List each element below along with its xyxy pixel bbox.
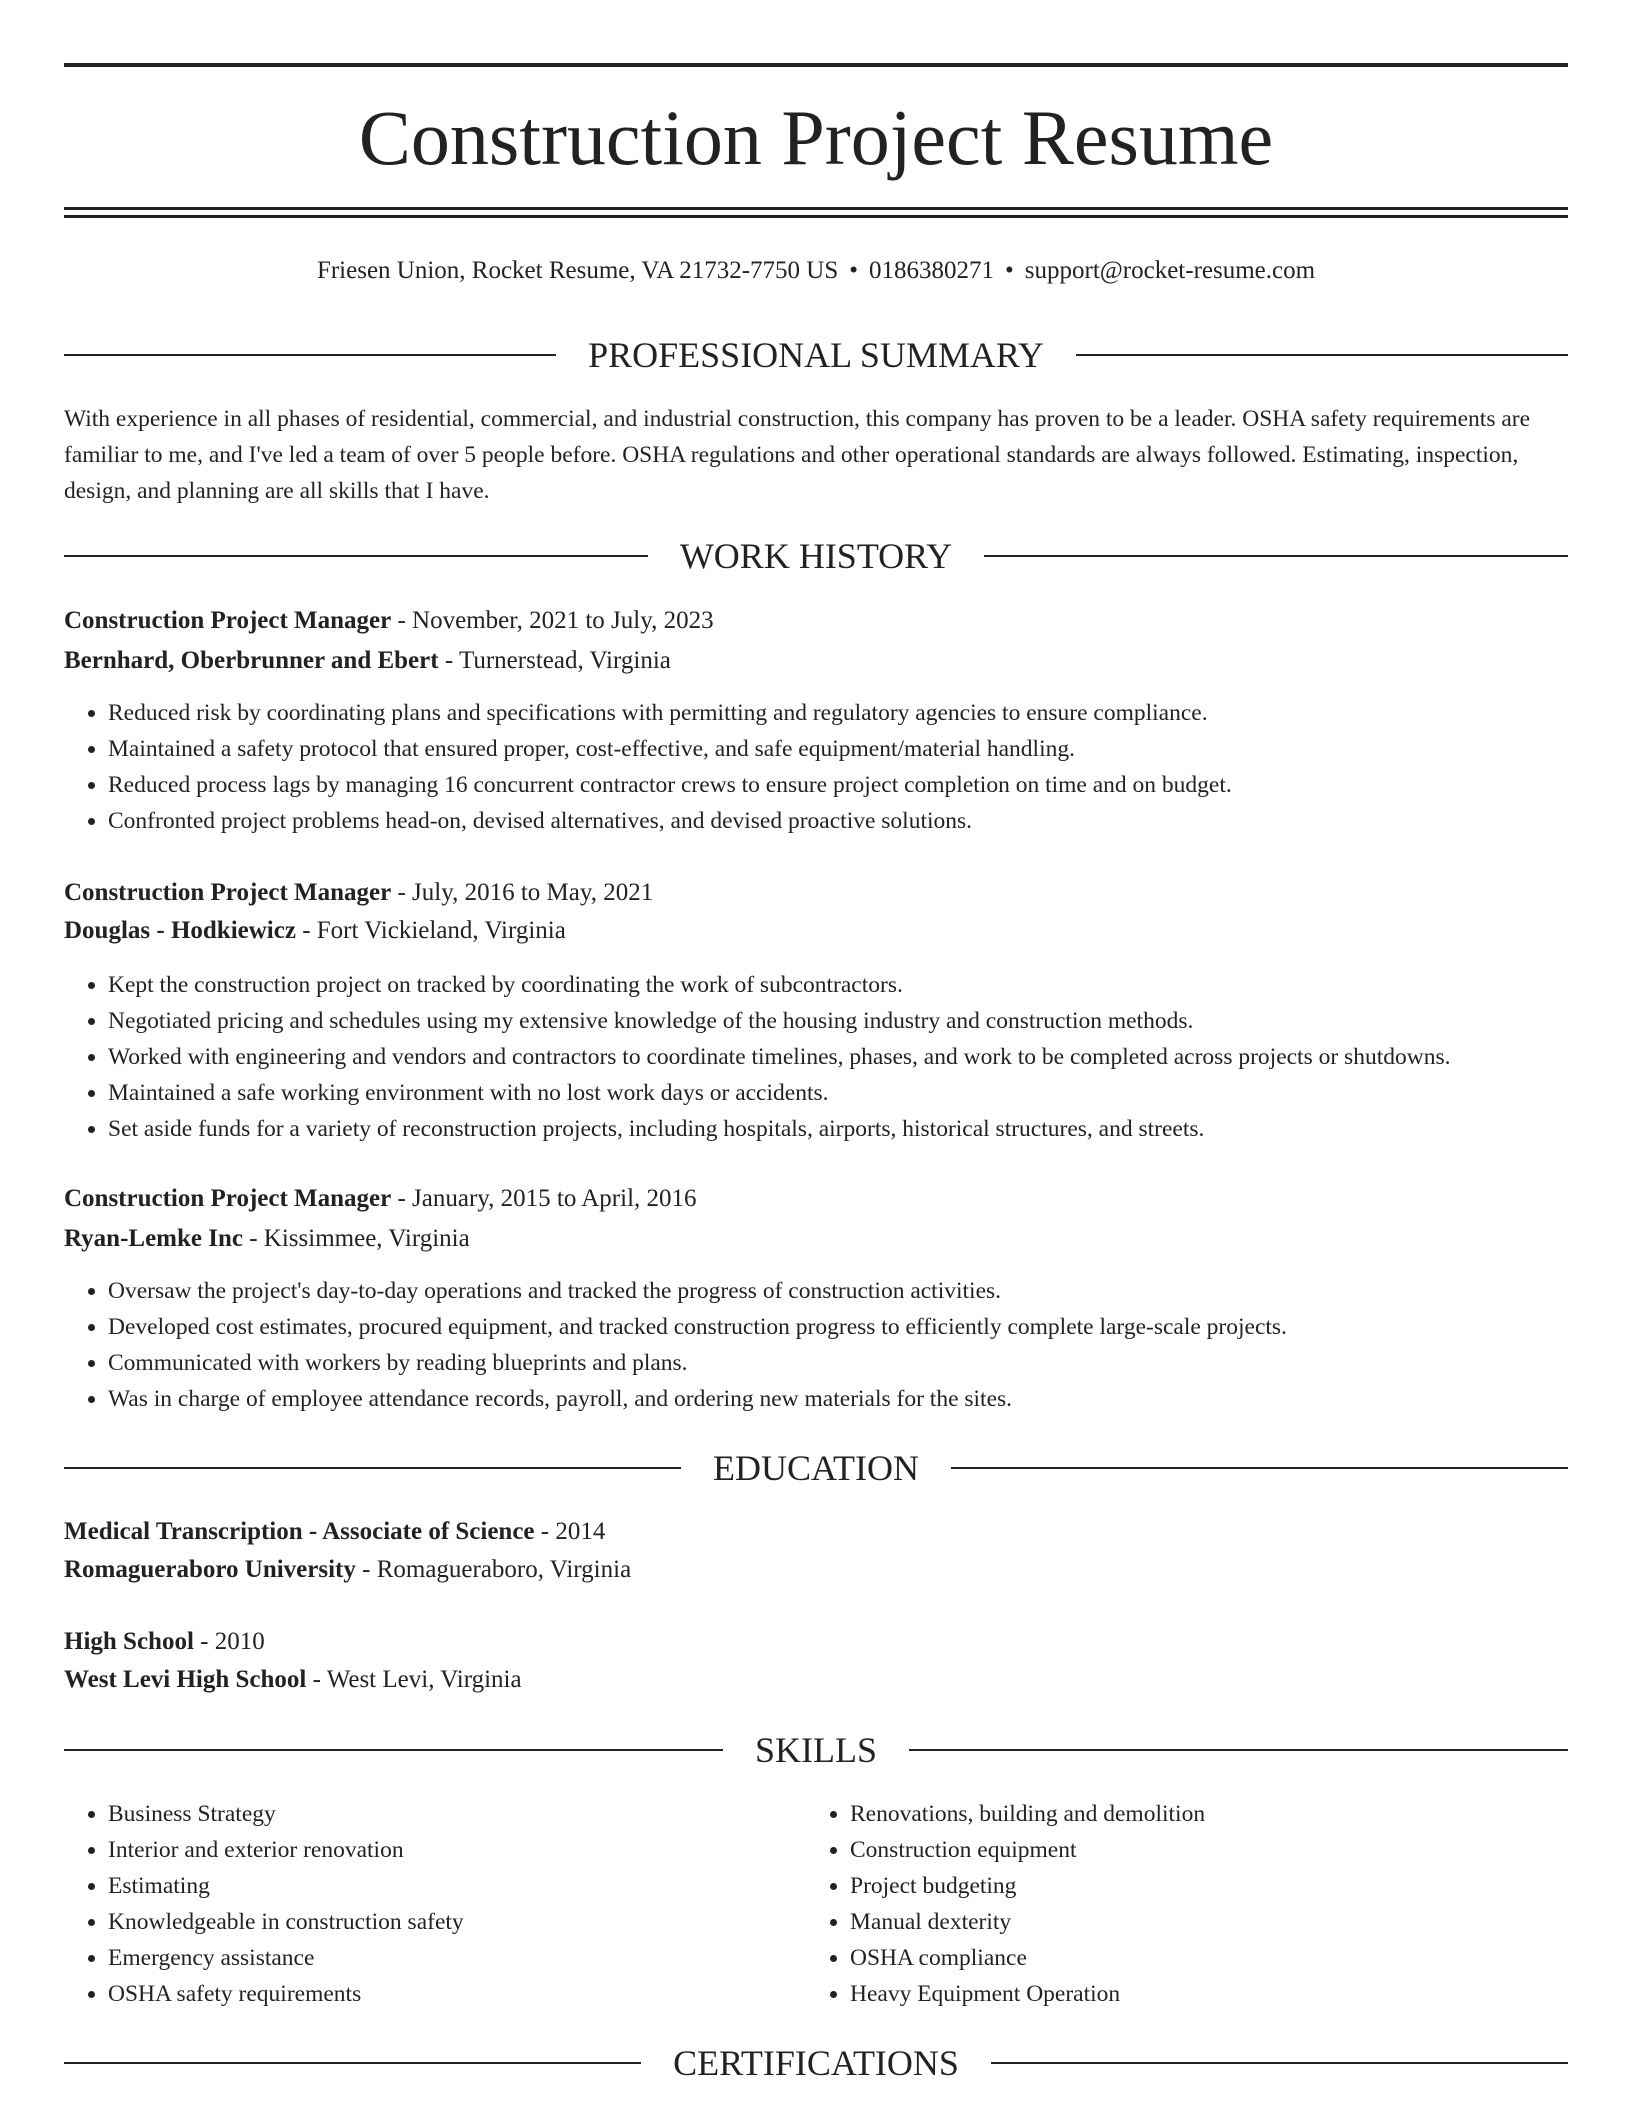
job-company-line: [64, 916, 566, 946]
section-heading-label: SKILLS: [755, 1730, 878, 1770]
heading-rule: [64, 2062, 641, 2064]
education-school: West Levi High School: [64, 1666, 307, 1693]
heading-rule: [64, 354, 556, 356]
professional-summary: With experience in all phases of residential, commercial, and industrial construction, this company has proven to be a leader. OSHA safety requirements are familiar to me, and I've led a team of over 5 people before. OSHA regulations and other operational standards are always followed. Estimating, inspection, design, and planning are all skills that I have.: [64, 406, 1531, 504]
job-company-line: [64, 1224, 470, 1254]
job-bullets: [64, 695, 1568, 839]
education-location: - Romagueraboro, Virginia: [355, 1556, 632, 1583]
list-item: • Set aside funds for a variety of reconstruction projects, including hospitals, airports, historical structures, and streets.: [108, 1111, 1568, 1147]
list-item: • Manual dexterity: [850, 1904, 1550, 1940]
section-heading-education: [64, 1448, 1568, 1488]
education-school-line: [64, 1665, 522, 1695]
list-item: • Heavy Equipment Operation: [850, 1976, 1550, 2012]
list-item: • OSHA safety requirements: [108, 1976, 808, 2012]
section-heading-label: EDUCATION: [713, 1448, 919, 1488]
job-bullets: [64, 1273, 1568, 1417]
education-degree-line: [64, 1517, 605, 1547]
title-double-rule-lower: [64, 215, 1568, 218]
list-item: • Reduced risk by coordinating plans and specifications with permitting and regulatory agencies to ensure compliance.: [108, 695, 1568, 731]
section-heading-work-history: [64, 536, 1568, 576]
list-item: • Worked with engineering and vendors and contractors to coordinate timelines, phases, and work to be completed across projects or shutdowns.: [108, 1039, 1568, 1075]
list-item: • Maintained a safe working environment with no lost work days or accidents.: [108, 1075, 1568, 1111]
education-degree-line: [64, 1627, 265, 1657]
job-title-line: [64, 606, 714, 636]
list-item: • Knowledgeable in construction safety: [108, 1904, 808, 1940]
list-item: • Reduced process lags by managing 16 concurrent contractor crews to ensure project completion on time and on budget.: [108, 767, 1568, 803]
list-item: • Confronted project problems head-on, devised alternatives, and devised proactive solutions.: [108, 803, 1568, 839]
contact-phone: 0186380271: [869, 257, 994, 284]
education-year: - 2010: [193, 1628, 265, 1655]
title-double-rule-upper: [64, 207, 1568, 210]
education-school: Romagueraboro University: [64, 1556, 356, 1583]
job-company: Douglas - Hodkiewicz: [64, 917, 296, 944]
job-dates: - July, 2016 to May, 2021: [391, 879, 654, 906]
job-location: - Fort Vickieland, Virginia: [295, 917, 566, 944]
contact-email: support@rocket-resume.com: [1024, 257, 1316, 284]
education-degree: Medical Transcription - Associate of Science: [64, 1518, 535, 1545]
heading-rule: [909, 1749, 1568, 1751]
job-bullets: [64, 967, 1568, 1147]
education-school-line: [64, 1555, 631, 1585]
list-item: • Developed cost estimates, procured equipment, and tracked construction progress to efficiently complete large-scale projects.: [108, 1309, 1568, 1345]
contact-separator: •: [849, 257, 858, 284]
section-heading-certifications: [64, 2043, 1568, 2083]
list-item: • Business Strategy: [108, 1796, 808, 1832]
heading-rule: [991, 2062, 1568, 2064]
resume-title: Construction Project Resume: [358, 94, 1274, 181]
job-dates: - November, 2021 to July, 2023: [391, 607, 714, 634]
job-title-line: [64, 878, 653, 908]
job-company-line: [64, 646, 671, 676]
education-year: - 2014: [534, 1518, 606, 1545]
heading-rule: [951, 1467, 1568, 1469]
skills-list-left: [64, 1796, 808, 2012]
section-heading-skills: [64, 1730, 1568, 1770]
heading-rule: [64, 1467, 681, 1469]
section-heading-summary: [64, 335, 1568, 375]
job-title: Construction Project Manager: [64, 607, 392, 634]
heading-rule: [64, 1749, 723, 1751]
contact-separator: •: [1005, 257, 1014, 284]
list-item: • Interior and exterior renovation: [108, 1832, 808, 1868]
list-item: • Estimating: [108, 1868, 808, 1904]
job-title: Construction Project Manager: [64, 879, 392, 906]
job-title: Construction Project Manager: [64, 1185, 392, 1212]
contact-line: [64, 256, 1568, 286]
heading-rule: [64, 555, 648, 557]
top-rule: [64, 63, 1568, 67]
list-item: • Renovations, building and demolition: [850, 1796, 1550, 1832]
list-item: • Communicated with workers by reading blueprints and plans.: [108, 1345, 1568, 1381]
list-item: • Maintained a safety protocol that ensured proper, cost-effective, and safe equipment/material handling.: [108, 731, 1568, 767]
list-item: • Emergency assistance: [108, 1940, 808, 1976]
section-heading-label: CERTIFICATIONS: [673, 2043, 959, 2083]
section-heading-label: PROFESSIONAL SUMMARY: [588, 335, 1044, 375]
heading-rule: [984, 555, 1568, 557]
heading-rule: [1076, 354, 1568, 356]
list-item: • Kept the construction project on tracked by coordinating the work of subcontractors.: [108, 967, 1568, 1003]
list-item: • Construction equipment: [850, 1832, 1550, 1868]
job-company: Bernhard, Oberbrunner and Ebert: [64, 647, 439, 674]
education-location: - West Levi, Virginia: [306, 1666, 522, 1693]
job-dates: - January, 2015 to April, 2016: [391, 1185, 697, 1212]
job-title-line: [64, 1184, 697, 1214]
job-company: Ryan-Lemke Inc: [64, 1225, 243, 1252]
skills-list-right: [806, 1796, 1550, 2012]
contact-address: Friesen Union, Rocket Resume, VA 21732-7750 US: [316, 257, 839, 284]
education-degree: High School: [64, 1628, 194, 1655]
list-item: • Was in charge of employee attendance records, payroll, and ordering new materials for the sites.: [108, 1381, 1568, 1417]
job-location: - Turnerstead, Virginia: [438, 647, 671, 674]
list-item: • Project budgeting: [850, 1868, 1550, 1904]
list-item: • Negotiated pricing and schedules using my extensive knowledge of the housing industry and construction methods.: [108, 1003, 1568, 1039]
list-item: • Oversaw the project's day-to-day operations and tracked the progress of construction activities.: [108, 1273, 1568, 1309]
list-item: • OSHA compliance: [850, 1940, 1550, 1976]
section-heading-label: WORK HISTORY: [679, 536, 953, 576]
job-location: - Kissimmee, Virginia: [242, 1225, 470, 1252]
